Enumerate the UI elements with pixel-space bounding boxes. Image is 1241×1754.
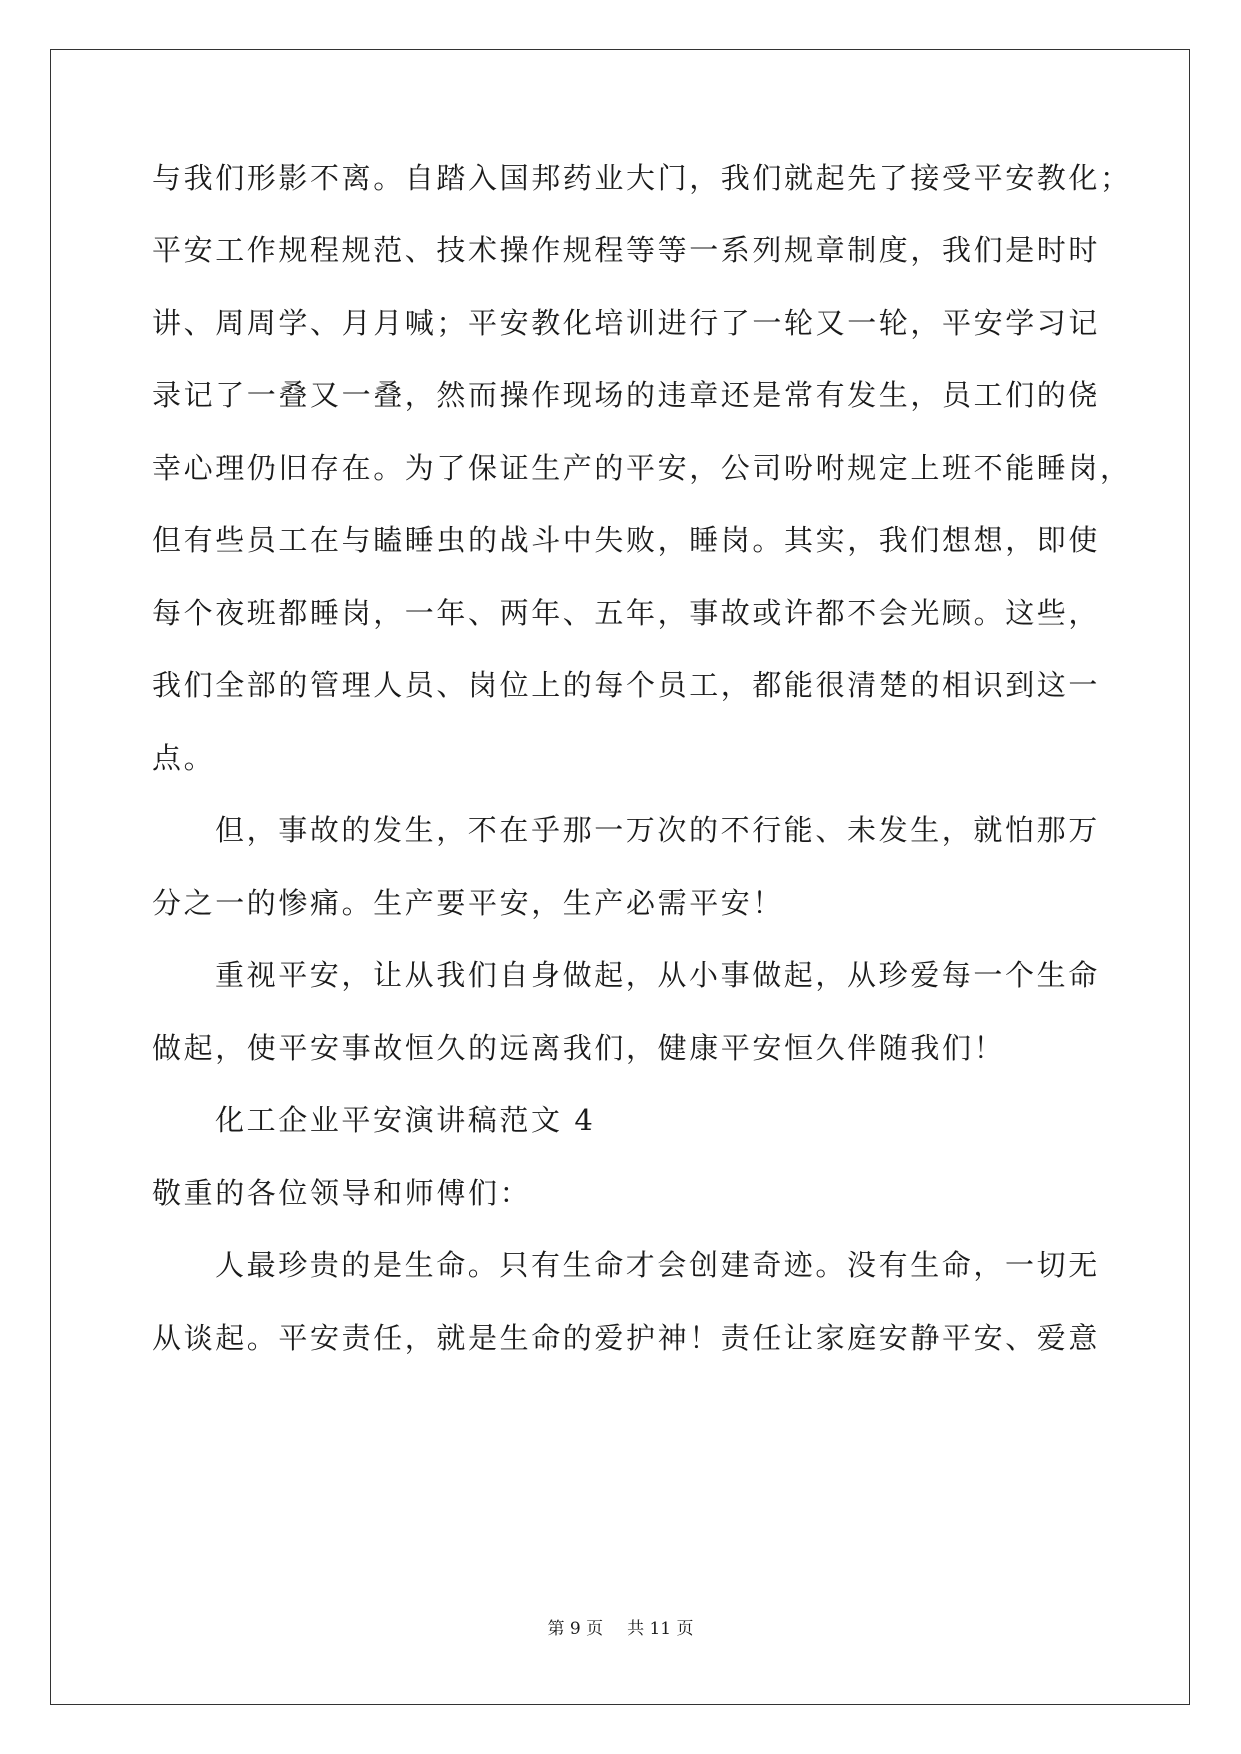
page-total: 共 11 页: [627, 1619, 694, 1639]
text-line: 录记了一叠又一叠，然而操作现场的违章还是常有发生，员工们的侥: [152, 378, 1101, 412]
page-number: 第 9 页: [547, 1619, 604, 1639]
text-line: 人最珍贵的是生命。只有生命才会创建奇迹。没有生命，一切无: [215, 1248, 1100, 1282]
page-footer: [0, 1614, 1241, 1639]
text-line: 做起，使平安事故恒久的远离我们，健康平安恒久伴随我们！: [152, 1031, 1006, 1065]
salutation: 敬重的各位领导和师傅们：: [152, 1176, 532, 1210]
text-line: 平安工作规程规范、技术操作规程等等一系列规章制度，我们是时时: [152, 233, 1101, 267]
text-line: 但有些员工在与瞌睡虫的战斗中失败，睡岗。其实，我们想想，即使: [152, 523, 1101, 557]
text-line: 我们全部的管理人员、岗位上的每个员工，都能很清楚的相识到这一: [152, 668, 1101, 702]
text-line: 分之一的惨痛。生产要平安，生产必需平安！: [152, 886, 785, 920]
text-line: 讲、周周学、月月喊；平安教化培训进行了一轮又一轮，平安学习记: [152, 306, 1101, 340]
text-line: 与我们形影不离。自踏入国邦药业大门，我们就起先了接受平安教化；: [152, 161, 1132, 195]
text-line: 重视平安，让从我们自身做起，从小事做起，从珍爱每一个生命: [215, 958, 1100, 992]
text-line: 但，事故的发生，不在乎那一万次的不行能、未发生，就怕那万: [215, 813, 1100, 847]
text-line: 每个夜班都睡岗，一年、两年、五年，事故或许都不会光顾。这些，: [152, 596, 1101, 630]
page-frame: [50, 49, 1190, 1705]
section-heading: 化工企业平安演讲稿范文 4: [215, 1103, 596, 1137]
text-line: 从谈起。平安责任，就是生命的爱护神！责任让家庭安静平安、爱意: [152, 1321, 1101, 1355]
text-line: 幸心理仍旧存在。为了保证生产的平安，公司吩咐规定上班不能睡岗，: [152, 451, 1132, 485]
text-line: 点。: [152, 741, 216, 775]
